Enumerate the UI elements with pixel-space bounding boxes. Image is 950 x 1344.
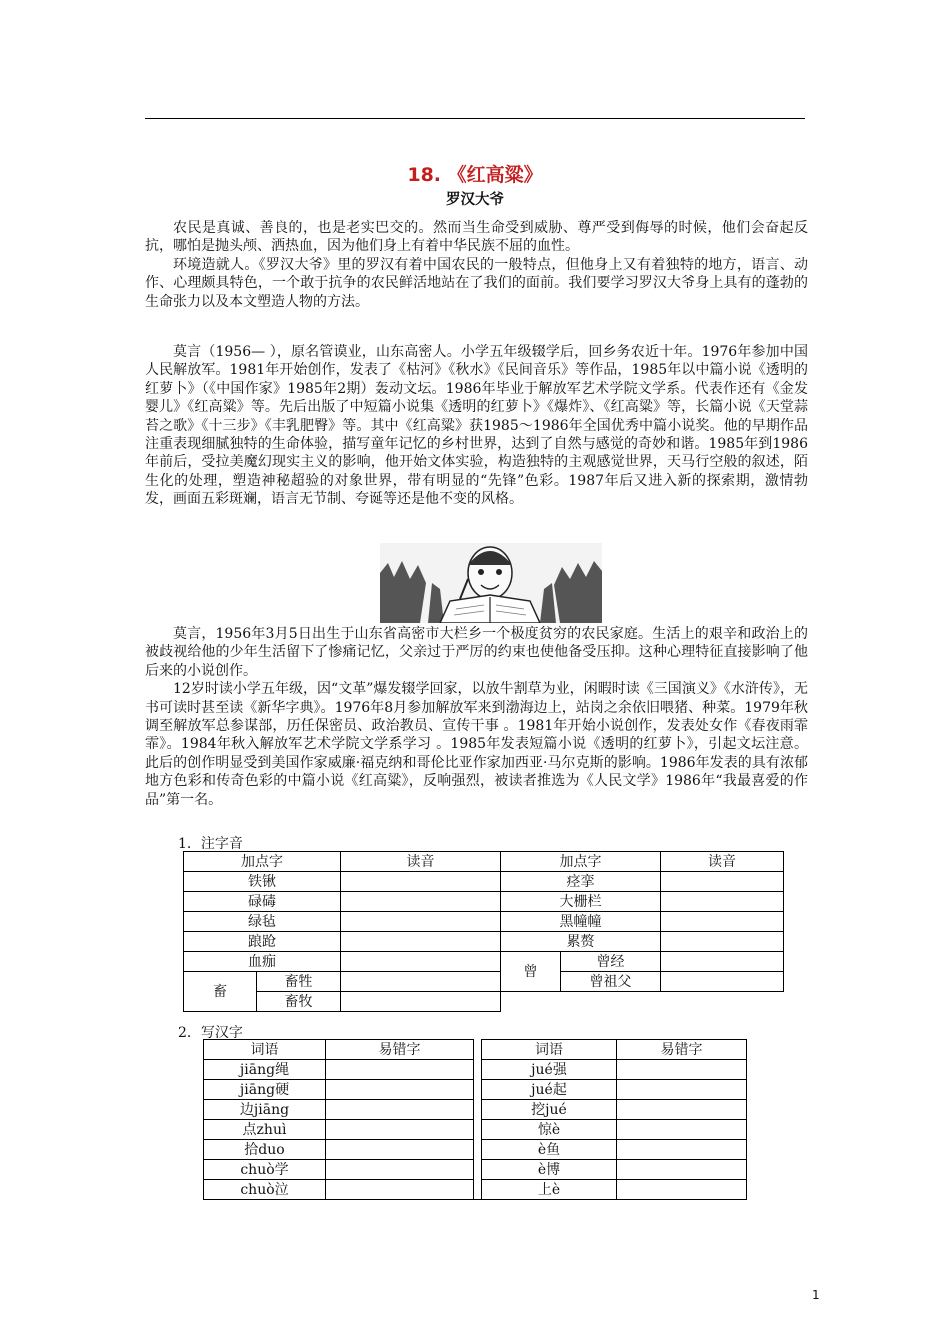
table-row bbox=[204, 1060, 747, 1080]
answer-cell[interactable] bbox=[341, 892, 501, 912]
table-row bbox=[184, 932, 784, 952]
gap-cell bbox=[474, 1060, 482, 1080]
answer-cell[interactable] bbox=[661, 932, 784, 952]
bio-paragraph-1: 莫言（1956— ），原名管谟业，山东高密人。小学五年级辍学后，回乡务农近十年。1976年参加中国人民解放军。1981年开始创作，发表了《枯河》《秋水》《民间音乐》等作品，1985年以中篇小说《透明的红萝卜》（《中国作家》1985年2期）轰动文坛。1986年毕业于解放军艺术学院文学系。代表作还有《金发婴儿》《红高粱》等。先后出版了中短篇小说集《透明的红萝卜》《爆炸》、《红高粱》等，长篇小说《天堂蒜苔之歌》《十三步》《丰乳肥臀》等。其中《红高粱》获1985～1986年全国优秀中篇小说奖。他的早期作品注重表现细腻独特的生命体验，描写童年记忆的乡村世界，达到了自然与感觉的奇妙和谐。1985年到1986年前后，受拉美魔幻现实主义的影响，他开始文体实验，构造独特的主观感觉世界，天马行空般的叙述，陌生化的处理，塑造神秘超验的对象世界，带有明显的“先锋”色彩。1987年后又进入新的探索期，激情勃发，画面五彩斑斓，语言无节制、夸诞等还是他不变的风格。 bbox=[145, 344, 808, 508]
intro-paragraph-2: 环境造就人。《罗汉大爷》里的罗汉有着中国农民的一般特点，但他身上又有着独特的地方，语言、动作、心理颇具特色，一个敢于抗争的农民鲜活地站在了我们的面前。我们要学习罗汉大爷身上具有的蓬勃的生命张力以及本文塑造人物的方法。 bbox=[145, 256, 808, 310]
gap-cell bbox=[474, 1160, 482, 1180]
lesson-subtitle: 罗汉大爷 bbox=[446, 192, 504, 208]
answer-cell[interactable] bbox=[617, 1180, 747, 1200]
word-cell: 曾祖父 bbox=[561, 972, 661, 992]
table-row bbox=[204, 1120, 747, 1140]
answer-cell[interactable] bbox=[341, 992, 501, 1012]
answer-cell[interactable] bbox=[617, 1160, 747, 1180]
table-row bbox=[204, 1140, 747, 1160]
gap-cell bbox=[474, 1100, 482, 1120]
answer-cell[interactable] bbox=[341, 952, 501, 972]
answer-cell[interactable] bbox=[326, 1120, 474, 1140]
word-cell: 大栅栏 bbox=[501, 892, 661, 912]
question-2-label: 2．写汉字 bbox=[178, 1025, 243, 1041]
table-row bbox=[184, 992, 784, 1012]
polyphone-char-cell: 曾 bbox=[501, 952, 561, 992]
word-cell: 绿毡 bbox=[184, 912, 341, 932]
header-cell: 读音 bbox=[661, 852, 784, 872]
table-row bbox=[184, 912, 784, 932]
author-portrait-image bbox=[380, 543, 602, 623]
table-row bbox=[204, 1180, 747, 1200]
word-cell: 痉挛 bbox=[501, 872, 661, 892]
word-cell: 挖jué bbox=[482, 1100, 617, 1120]
word-cell: jiāng硬 bbox=[204, 1080, 326, 1100]
write-characters-table bbox=[203, 1039, 747, 1200]
table-row bbox=[204, 1100, 747, 1120]
answer-cell[interactable] bbox=[326, 1140, 474, 1160]
table-row bbox=[184, 952, 784, 972]
answer-cell[interactable] bbox=[617, 1100, 747, 1120]
word-cell: è博 bbox=[482, 1160, 617, 1180]
table-row bbox=[184, 872, 784, 892]
answer-cell[interactable] bbox=[661, 892, 784, 912]
word-cell: jué起 bbox=[482, 1080, 617, 1100]
answer-cell[interactable] bbox=[661, 872, 784, 892]
word-cell: 上è bbox=[482, 1180, 617, 1200]
header-cell: 易错字 bbox=[617, 1040, 747, 1060]
table-row bbox=[184, 852, 784, 872]
header-cell: 易错字 bbox=[326, 1040, 474, 1060]
polyphone-char-cell: 畜 bbox=[184, 972, 257, 1012]
answer-cell[interactable] bbox=[341, 912, 501, 932]
pronunciation-table bbox=[183, 851, 784, 1012]
life-paragraph-1: 莫言，1956年3月5日出生于山东省高密市大栏乡一个极度贫穷的农民家庭。生活上的艰辛和政治上的被歧视给他的少年生活留下了惨痛记忆，父亲过于严厉的约束也使他备受压抑。这种心理特征直接影响了他后来的小说创作。 bbox=[145, 626, 808, 679]
header-cell: 词语 bbox=[204, 1040, 326, 1060]
word-cell: chuò泣 bbox=[204, 1180, 326, 1200]
answer-cell[interactable] bbox=[341, 872, 501, 892]
page-number: 1 bbox=[812, 1288, 820, 1302]
header-rule bbox=[145, 118, 805, 119]
answer-cell[interactable] bbox=[326, 1060, 474, 1080]
answer-cell[interactable] bbox=[617, 1120, 747, 1140]
word-cell: 曾经 bbox=[561, 952, 661, 972]
header-cell: 加点字 bbox=[501, 852, 661, 872]
header-cell: 词语 bbox=[482, 1040, 617, 1060]
answer-cell[interactable] bbox=[661, 972, 784, 992]
answer-cell[interactable] bbox=[341, 932, 501, 952]
life-paragraph-2: 12岁时读小学五年级，因“文革”爆发辍学回家，以放牛割草为业，闲暇时读《三国演义》《水浒传》，无书可读时甚至读《新华字典》。1976年8月参加解放军来到渤海边上，站岗之余依旧喂猪、种菜。1979年秋调至解放军总参谋部，历任保密员、政治教员、宣传干事 。1981年开始小说创作，发表处女作《春夜雨霏霏》。1984年秋入解放军艺术学院文学系学习 。1985年发表短篇小说《透明的红萝卜》，引起文坛注意。此后的创作明显受到美国作家威廉·福克纳和哥伦比亚作家加西亚·马尔克斯的影响。1986年发表的具有浓郁地方色彩和传奇色彩的中篇小说《红高粱》，反响强烈，被读者推选为《人民文学》1986年“我最喜爱的作品”第一名。 bbox=[145, 681, 808, 808]
answer-cell[interactable] bbox=[326, 1180, 474, 1200]
word-cell: 畜牧 bbox=[257, 992, 341, 1012]
word-cell: 拾duo bbox=[204, 1140, 326, 1160]
question-1-label: 1．注字音 bbox=[178, 836, 243, 852]
word-cell: 点zhuì bbox=[204, 1120, 326, 1140]
answer-cell[interactable] bbox=[326, 1100, 474, 1120]
table-row bbox=[184, 972, 784, 992]
lesson-title: 18. 《红高粱》 bbox=[407, 164, 543, 186]
header-cell: 读音 bbox=[341, 852, 501, 872]
word-cell: 碌碡 bbox=[184, 892, 341, 912]
empty-cell bbox=[501, 992, 784, 1012]
table-row bbox=[204, 1040, 747, 1060]
word-cell: 边jiāng bbox=[204, 1100, 326, 1120]
gap-cell bbox=[474, 1140, 482, 1160]
answer-cell[interactable] bbox=[661, 912, 784, 932]
answer-cell[interactable] bbox=[617, 1060, 747, 1080]
answer-cell[interactable] bbox=[326, 1160, 474, 1180]
word-cell: 累赘 bbox=[501, 932, 661, 952]
answer-cell[interactable] bbox=[661, 952, 784, 972]
word-cell: 惊è bbox=[482, 1120, 617, 1140]
table-row bbox=[204, 1160, 747, 1180]
word-cell: 踉跄 bbox=[184, 932, 341, 952]
answer-cell[interactable] bbox=[326, 1080, 474, 1100]
author-life-section bbox=[145, 625, 808, 809]
gap-cell bbox=[474, 1120, 482, 1140]
word-cell: jiāng绳 bbox=[204, 1060, 326, 1080]
word-cell: è鱼 bbox=[482, 1140, 617, 1160]
word-cell: chuò学 bbox=[204, 1160, 326, 1180]
intro-section bbox=[145, 219, 808, 311]
word-cell: jué强 bbox=[482, 1060, 617, 1080]
answer-cell[interactable] bbox=[341, 972, 501, 992]
word-cell: 黑幢幢 bbox=[501, 912, 661, 932]
table-row bbox=[204, 1080, 747, 1100]
gap-cell bbox=[474, 1180, 482, 1200]
table-row bbox=[184, 892, 784, 912]
word-cell: 铁锹 bbox=[184, 872, 341, 892]
gap-cell bbox=[474, 1040, 482, 1060]
header-cell: 加点字 bbox=[184, 852, 341, 872]
gap-cell bbox=[474, 1080, 482, 1100]
answer-cell[interactable] bbox=[617, 1140, 747, 1160]
word-cell: 血痂 bbox=[184, 952, 341, 972]
author-bio-section bbox=[145, 343, 808, 509]
intro-paragraph-1: 农民是真诚、善良的，也是老实巴交的。然而当生命受到威胁、尊严受到侮辱的时候，他们会奋起反抗，哪怕是抛头颅、洒热血，因为他们身上有着中华民族不屈的血性。 bbox=[145, 220, 808, 255]
word-cell: 畜牲 bbox=[257, 972, 341, 992]
answer-cell[interactable] bbox=[617, 1080, 747, 1100]
